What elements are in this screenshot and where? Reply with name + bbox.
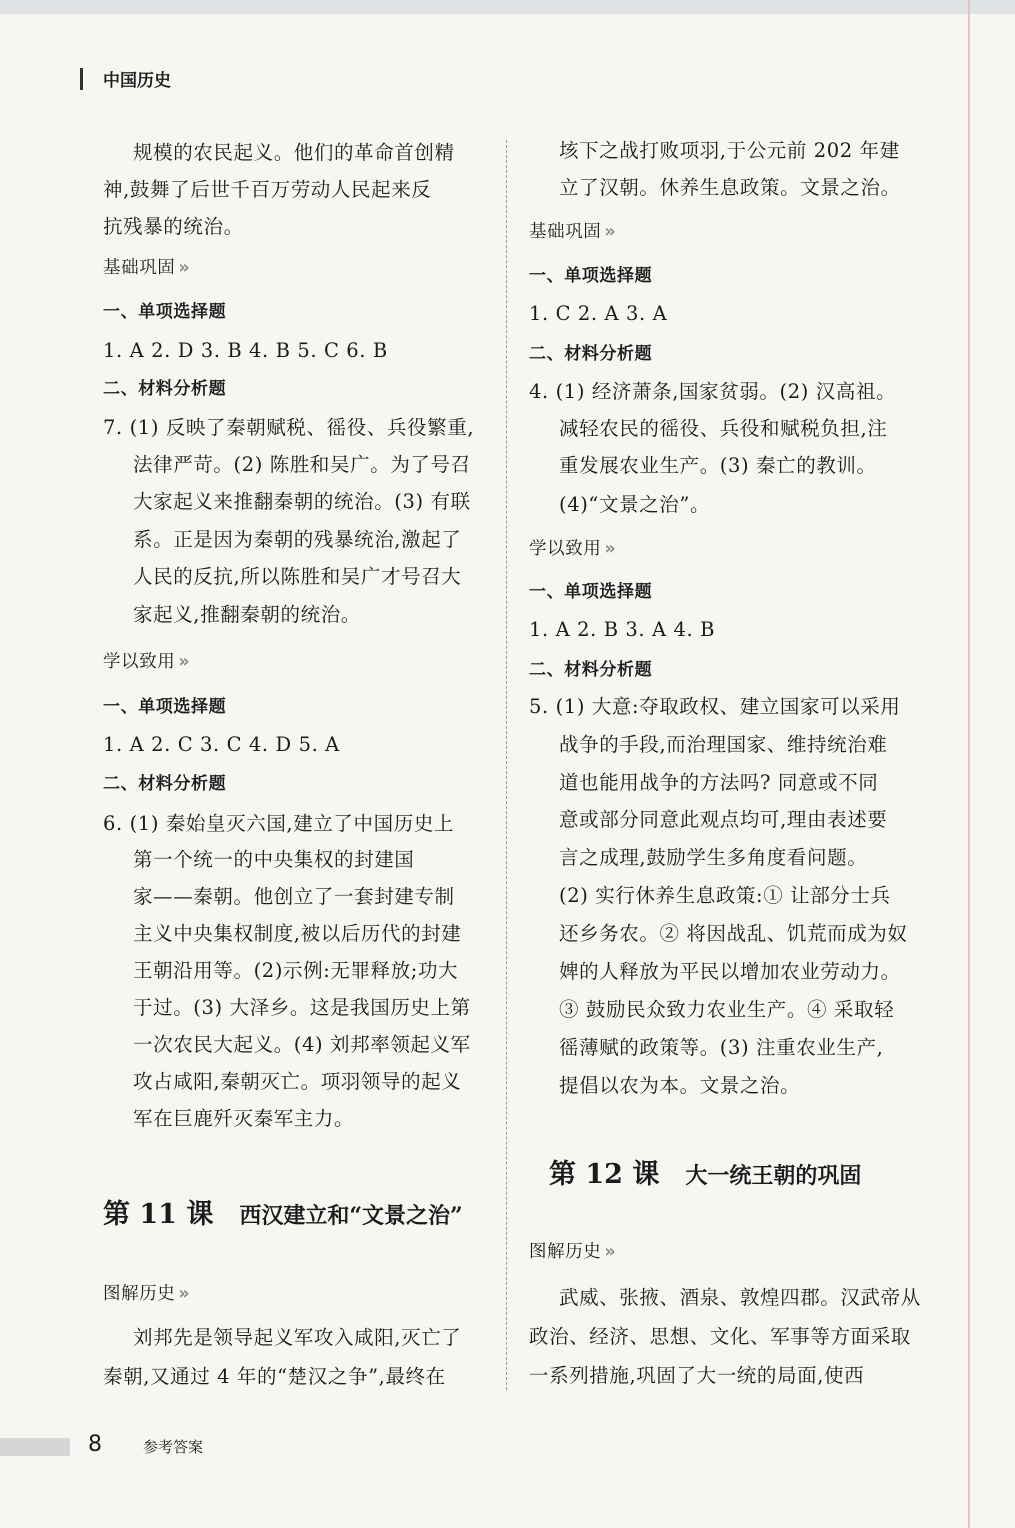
section-diagram (529, 1238, 613, 1266)
answer-line: 7. (1) 反映了秦朝赋税、徭役、兵役繁重, (103, 416, 475, 439)
header-bar (80, 68, 83, 90)
header-title: 中国历史 (103, 71, 171, 91)
answer-line: 婢的人释放为平民以增加农业劳动力。 (559, 960, 901, 983)
text-line: 垓下之战打败项羽,于公元前 202 年建 (559, 139, 900, 162)
answer-line: 一次农民大起义。(4) 刘邦率领起义军 (133, 1033, 471, 1056)
answer-line: 军在巨鹿歼灭秦军主力。 (133, 1107, 355, 1130)
chevron-right-icon: » (604, 1242, 613, 1262)
top-band (0, 0, 1015, 14)
answer-line: 家——秦朝。他创立了一套封建专制 (133, 885, 455, 908)
answer-line: 意或部分同意此观点均可,理由表述要 (559, 808, 888, 831)
question-heading: 二、材料分析题 (529, 660, 653, 680)
section-label: 图解历史 (529, 1242, 602, 1262)
answer-line: 家起义,推翻秦朝的统治。 (133, 603, 361, 626)
answer-line: 提倡以农为本。文景之治。 (559, 1074, 801, 1097)
answer-line: (4)“文景之治”。 (559, 493, 711, 516)
column-divider (506, 140, 507, 1390)
lesson-title: 西汉建立和“文景之治” (239, 1203, 463, 1229)
answer-line: 4. (1) 经济萧条,国家贫弱。(2) 汉高祖。 (529, 380, 897, 403)
section-basic (529, 218, 613, 246)
chevron-right-icon: » (604, 222, 613, 242)
answer-line: 系。正是因为秦朝的残暴统治,激起了 (133, 528, 462, 551)
question-heading: 一、单项选择题 (529, 582, 653, 602)
answer-line: 王朝沿用等。(2)示例:无罪释放;功大 (133, 959, 459, 982)
question-heading: 二、材料分析题 (529, 344, 653, 364)
question-heading: 一、单项选择题 (103, 697, 227, 717)
chevron-right-icon: » (178, 258, 187, 278)
lesson-12-heading (549, 1152, 861, 1191)
text-line: 武威、张掖、酒泉、敦煌四郡。汉武帝从 (559, 1286, 921, 1309)
section-apply (103, 648, 187, 676)
answer-line: 1. A 2. C 3. C 4. D 5. A (103, 733, 340, 756)
answer-line: 主义中央集权制度,被以后历代的封建 (133, 922, 462, 945)
text-line: 刘邦先是领导起义军攻入咸阳,灭亡了 (133, 1326, 462, 1349)
question-heading: 一、单项选择题 (103, 302, 227, 322)
lesson-11-heading (103, 1192, 463, 1231)
section-diagram (103, 1280, 187, 1308)
answer-line: 攻占咸阳,秦朝灭亡。项羽领导的起义 (133, 1070, 462, 1093)
answer-line: 第一个统一的中央集权的封建国 (133, 848, 415, 871)
question-heading: 一、单项选择题 (529, 266, 653, 286)
answer-line: 道也能用战争的方法吗? 同意或不同 (559, 771, 879, 794)
answer-line: 减轻农民的徭役、兵役和赋税负担,注 (559, 417, 888, 440)
answer-line: 战争的手段,而治理国家、维持统治难 (559, 733, 888, 756)
answer-line: 于过。(3) 大泽乡。这是我国历史上第 (133, 996, 471, 1019)
footer-bar (0, 1438, 70, 1456)
chevron-right-icon: » (604, 539, 613, 559)
chevron-right-icon: » (178, 652, 187, 672)
chevron-right-icon: » (178, 1284, 187, 1304)
section-label: 学以致用 (529, 539, 602, 559)
answer-line: 还乡务农。② 将因战乱、饥荒而成为奴 (559, 922, 908, 945)
answer-line: (2) 实行休养生息政策:① 让部分士兵 (559, 884, 891, 907)
text-line: 政治、经济、思想、文化、军事等方面采取 (529, 1325, 911, 1348)
answer-line: 1. C 2. A 3. A (529, 302, 668, 325)
lesson-number: 第 11 课 (103, 1199, 214, 1230)
text-line: 立了汉朝。休养生息政策。文景之治。 (559, 176, 901, 199)
answer-line: 6. (1) 秦始皇灭六国,建立了中国历史上 (103, 812, 455, 835)
section-apply (529, 535, 613, 563)
answer-line: 法律严苛。(2) 陈胜和吴广。为了号召 (133, 453, 471, 476)
answer-line: 1. A 2. D 3. B 4. B 5. C 6. B (103, 339, 388, 362)
answer-line: 大家起义来推翻秦朝的统治。(3) 有联 (133, 490, 471, 513)
text-line: 神,鼓舞了后世千百万劳动人民起来反 (103, 178, 432, 201)
footer-label: 参考答案 (143, 1438, 204, 1456)
page-number: 8 (88, 1432, 102, 1457)
section-basic (103, 254, 187, 282)
answer-line: 言之成理,鼓励学生多角度看问题。 (559, 846, 868, 869)
question-heading: 二、材料分析题 (103, 379, 227, 399)
lesson-title: 大一统王朝的巩固 (685, 1163, 862, 1189)
text-line: 规模的农民起义。他们的革命首创精 (133, 141, 455, 164)
lesson-number: 第 12 课 (549, 1159, 660, 1190)
section-label: 学以致用 (103, 652, 176, 672)
answer-line: ③ 鼓励民众致力农业生产。④ 采取轻 (559, 998, 895, 1021)
section-label: 基础巩固 (103, 258, 176, 278)
margin-line (968, 0, 970, 1528)
answer-line: 重发展农业生产。(3) 秦亡的教训。 (559, 454, 877, 477)
section-label: 基础巩固 (529, 222, 602, 242)
answer-line: 人民的反抗,所以陈胜和吴广才号召大 (133, 565, 462, 588)
section-label: 图解历史 (103, 1284, 176, 1304)
question-heading: 二、材料分析题 (103, 774, 227, 794)
page-header (80, 66, 171, 91)
answer-line: 徭薄赋的政策等。(3) 注重农业生产, (559, 1036, 884, 1059)
text-line: 抗残暴的统治。 (103, 215, 244, 238)
text-line: 秦朝,又通过 4 年的“楚汉之争”,最终在 (103, 1365, 446, 1388)
text-line: 一系列措施,巩固了大一统的局面,使西 (529, 1364, 865, 1387)
answer-line: 5. (1) 大意:夺取政权、建立国家可以采用 (529, 695, 901, 718)
answer-line: 1. A 2. B 3. A 4. B (529, 618, 716, 641)
